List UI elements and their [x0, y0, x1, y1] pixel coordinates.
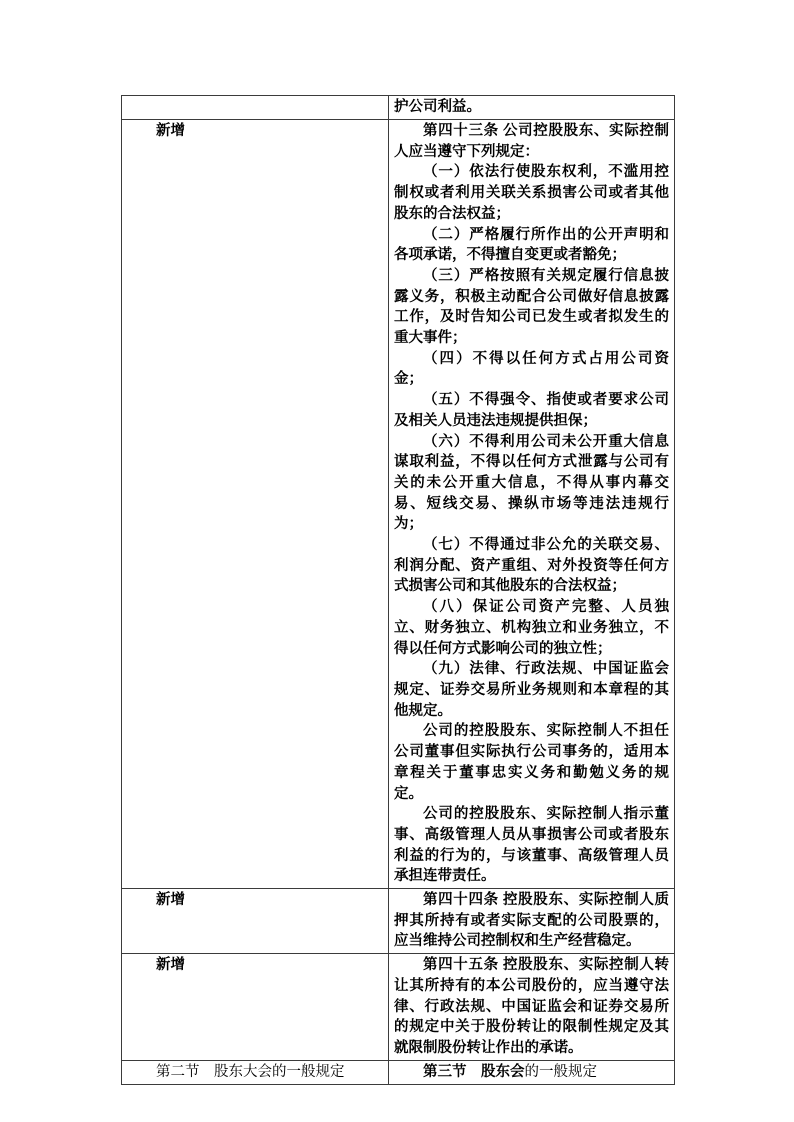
table-row — [122, 120, 675, 889]
new-addition-label: 新增 — [156, 123, 185, 139]
clause-paragraph: 公司的控股股东、实际控制人指示董事、高级管理人员从事损害公司或者股东利益的行为的，与该董事、高级管理人员承担连带责任。 — [394, 806, 669, 885]
new-addition-label: 新增 — [156, 957, 185, 974]
left-column-cell — [122, 96, 389, 120]
section-heading-new-bold: 第三节 股东会 — [423, 1064, 525, 1081]
left-column-cell — [122, 954, 389, 1061]
clause-item-4: （四）不得以任何方式占用公司资金； — [394, 350, 669, 388]
section-heading-new-rest: 的一般规定 — [524, 1064, 597, 1081]
left-column-cell — [122, 120, 389, 889]
clause-item-6: （六）不得利用公司未公开重大信息谋取利益，不得以任何方式泄露与公司有关的未公开重大信息，不得从事内幕交易、短线交易、操纵市场等违法违规行为； — [394, 433, 669, 533]
clause-paragraph: 公司的控股股东、实际控制人不担任公司董事但实际执行公司事务的，适用本章程关于董事忠实义务和勤勉义务的规定。 — [394, 723, 669, 802]
clause-item-3: （三）严格按照有关规定履行信息披露义务，积极主动配合公司做好信息披露工作，及时告知公司已发生或者拟发生的重大事件； — [394, 267, 669, 347]
left-column-cell — [122, 1060, 389, 1084]
right-column-cell — [389, 889, 675, 954]
table-row — [122, 96, 675, 120]
table-row — [122, 889, 675, 954]
section-heading-new — [394, 1061, 669, 1083]
right-column-cell — [389, 954, 675, 1061]
right-column-cell — [389, 120, 675, 889]
clause-44-paragraph: 第四十四条 控股股东、实际控制人质押其所持有或者实际支配的公司股票的，应当维持公司控制权和生产经营稳定。 — [394, 892, 669, 950]
clause-item-1: （一）依法行使股东权利，不滥用控制权或者利用关联关系损害公司或者其他股东的合法权益； — [394, 164, 669, 222]
clause-item-7: （七）不得通过非公允的关联交易、利润分配、资产重组、对外投资等任何方式损害公司和其他股东的合法权益； — [394, 537, 669, 595]
charter-comparison-table — [121, 95, 675, 1085]
clause-item-9: （九）法律、行政法规、中国证监会规定、证券交易所业务规则和本章程的其他规定。 — [394, 661, 669, 719]
clause-43-paragraph: 第四十三条 公司控股股东、实际控制人应当遵守下列规定： — [394, 123, 669, 160]
section-heading-old: 第二节 股东大会的一般规定 — [156, 1064, 345, 1081]
clause-item-8: （八）保证公司资产完整、人员独立、财务独立、机构独立和业务独立，不得以任何方式影响公司的独立性； — [394, 599, 669, 657]
clause-item-5: （五）不得强令、指使或者要求公司及相关人员违法违规提供担保； — [394, 392, 669, 429]
left-column-cell — [122, 889, 389, 954]
new-addition-label: 新增 — [156, 892, 185, 909]
table-row — [122, 954, 675, 1061]
right-column-cell — [389, 96, 675, 120]
table-row — [122, 1060, 675, 1084]
clause-item-2: （二）严格履行所作出的公开声明和各项承诺，不得擅自变更或者豁免； — [394, 226, 669, 264]
right-column-cell — [389, 1060, 675, 1084]
clause-paragraph: 护公司利益。 — [394, 99, 481, 115]
clause-45-paragraph: 第四十五条 控股股东、实际控制人转让其所持有的本公司股份的，应当遵守法律、行政法规、中国证监会和证券交易所的规定中关于股份转让的限制性规定及其就限制股份转让作出的承诺。 — [394, 957, 669, 1056]
